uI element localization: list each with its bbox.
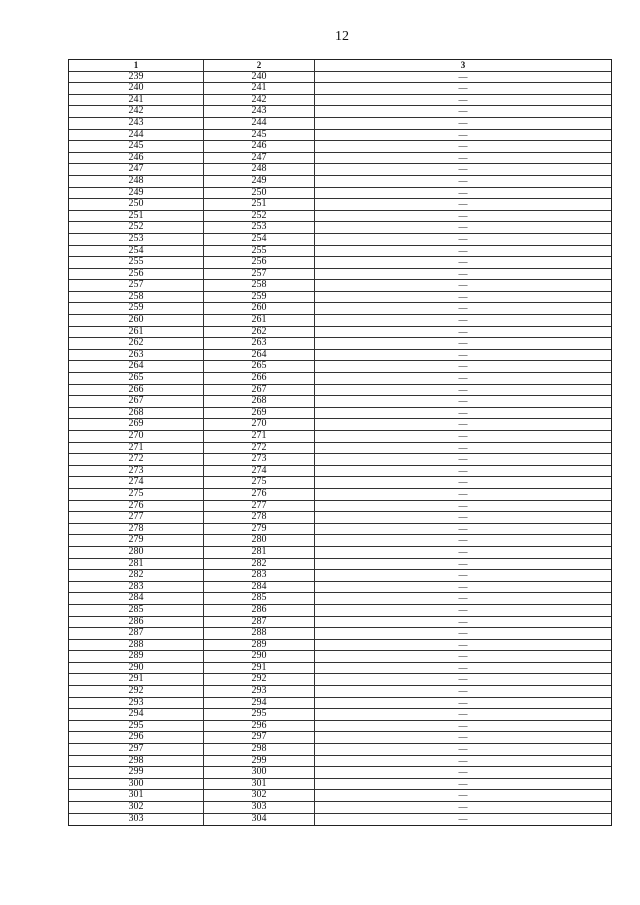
cell-col-2: 284 [204, 582, 315, 593]
cell-col-1: 247 [69, 164, 204, 175]
cell-col-2: 283 [204, 570, 315, 581]
cell-col-3: — [458, 651, 468, 662]
cell-col-2: 286 [204, 605, 315, 616]
cell-col-2: 250 [204, 188, 315, 199]
cell-col-3: — [458, 558, 468, 569]
cell-col-2: 268 [204, 396, 315, 407]
cell-col-3: — [458, 802, 468, 812]
cell-col-2: 297 [204, 732, 315, 743]
table-row [69, 373, 611, 385]
cell-col-1: 241 [69, 95, 204, 106]
cell-col-3: — [458, 488, 468, 499]
cell-col-1: 280 [69, 547, 204, 558]
cell-col-3: — [458, 396, 468, 407]
cell-col-3: — [458, 709, 468, 720]
table-row [69, 95, 611, 107]
cell-col-2: 280 [204, 535, 315, 546]
cell-col-2: 248 [204, 164, 315, 175]
table-row [69, 176, 611, 188]
cell-col-1: 254 [69, 246, 204, 257]
cell-col-3: — [458, 535, 468, 546]
cell-col-2: 270 [204, 419, 315, 430]
table-row [69, 443, 611, 455]
cell-col-3: — [458, 581, 468, 592]
table-row [69, 640, 611, 652]
cell-col-2: 287 [204, 617, 315, 628]
table-header-row [69, 60, 611, 72]
table-row [69, 489, 611, 501]
cell-col-3: — [458, 222, 468, 233]
table-row [69, 338, 611, 350]
cell-col-2: 249 [204, 176, 315, 187]
cell-col-2: 291 [204, 663, 315, 674]
cell-col-1: 282 [69, 570, 204, 581]
cell-col-3: — [458, 175, 468, 186]
table-row [69, 246, 611, 258]
table-row [69, 164, 611, 176]
table-row [69, 269, 611, 281]
cell-col-2: 276 [204, 489, 315, 500]
cell-col-1: 257 [69, 280, 204, 291]
cell-col-1: 262 [69, 338, 204, 349]
cell-col-2: 288 [204, 628, 315, 639]
cell-col-2: 298 [204, 744, 315, 755]
cell-col-3: — [458, 767, 468, 778]
cell-col-2: 262 [204, 327, 315, 338]
cell-col-2: 258 [204, 280, 315, 291]
cell-col-3: — [458, 117, 468, 128]
cell-col-2: 252 [204, 211, 315, 222]
cell-col-1: 295 [69, 721, 204, 732]
cell-col-1: 273 [69, 466, 204, 477]
cell-col-2: 240 [204, 72, 315, 83]
table-row [69, 350, 611, 362]
table-row [69, 651, 611, 663]
column-header-3: 3 [460, 60, 466, 70]
cell-col-3: — [458, 732, 468, 743]
table-row [69, 257, 611, 269]
cell-col-1: 283 [69, 582, 204, 593]
cell-col-3: — [458, 431, 468, 441]
cell-col-3: — [458, 546, 468, 557]
cell-col-2: 303 [204, 802, 315, 813]
cell-col-1: 294 [69, 709, 204, 720]
table-row [69, 628, 611, 640]
cell-col-3: — [458, 129, 468, 140]
cell-col-2: 273 [204, 454, 315, 465]
table-row [69, 83, 611, 95]
cell-col-2: 257 [204, 269, 315, 280]
cell-col-2: 278 [204, 512, 315, 523]
cell-col-3: — [458, 71, 468, 82]
table-row [69, 454, 611, 466]
cell-col-2: 301 [204, 779, 315, 790]
table-row [69, 431, 611, 443]
cell-col-1: 253 [69, 234, 204, 245]
table-row [69, 535, 611, 547]
table-row [69, 477, 611, 489]
table-row [69, 385, 611, 397]
table-row [69, 72, 611, 84]
cell-col-1: 256 [69, 269, 204, 280]
cell-col-2: 241 [204, 83, 315, 94]
cell-col-3: — [458, 628, 468, 639]
cell-col-3: — [458, 164, 468, 175]
cell-col-1: 265 [69, 373, 204, 384]
table-row [69, 315, 611, 327]
cell-col-3: — [458, 245, 468, 256]
cell-col-3: — [458, 419, 468, 430]
cell-col-2: 296 [204, 721, 315, 732]
cell-col-2: 266 [204, 373, 315, 384]
table-row [69, 361, 611, 373]
cell-col-1: 267 [69, 396, 204, 407]
cell-col-1: 244 [69, 130, 204, 141]
cell-col-2: 302 [204, 790, 315, 801]
cell-col-1: 298 [69, 756, 204, 767]
cell-col-3: — [458, 83, 468, 94]
cell-col-2: 267 [204, 385, 315, 396]
cell-col-1: 272 [69, 454, 204, 465]
cell-col-2: 269 [204, 408, 315, 419]
table-row [69, 593, 611, 605]
cell-col-2: 290 [204, 651, 315, 662]
cell-col-1: 264 [69, 361, 204, 372]
cell-col-1: 245 [69, 141, 204, 152]
table-row [69, 303, 611, 315]
cell-col-3: — [458, 512, 468, 523]
cell-col-1: 279 [69, 535, 204, 546]
cell-col-1: 303 [69, 814, 204, 826]
cell-col-1: 277 [69, 512, 204, 523]
cell-col-2: 289 [204, 640, 315, 651]
cell-col-2: 279 [204, 524, 315, 535]
cell-col-1: 288 [69, 640, 204, 651]
cell-col-3: — [458, 593, 468, 604]
cell-col-3: — [458, 720, 468, 731]
cell-col-1: 268 [69, 408, 204, 419]
cell-col-1: 258 [69, 292, 204, 303]
cell-col-2: 255 [204, 246, 315, 257]
table-row [69, 106, 611, 118]
page-number: 12 [335, 29, 349, 44]
cell-col-1: 255 [69, 257, 204, 268]
table-row [69, 234, 611, 246]
cell-col-2: 243 [204, 106, 315, 117]
table-row [69, 512, 611, 524]
cell-col-2: 251 [204, 199, 315, 210]
cell-col-1: 302 [69, 802, 204, 813]
table-row [69, 501, 611, 513]
cell-col-2: 281 [204, 547, 315, 558]
table-row [69, 732, 611, 744]
table-row [69, 767, 611, 779]
cell-col-2: 247 [204, 153, 315, 164]
table-row [69, 663, 611, 675]
cell-col-2: 292 [204, 674, 315, 685]
cell-col-1: 246 [69, 153, 204, 164]
cell-col-2: 300 [204, 767, 315, 778]
cell-col-2: 295 [204, 709, 315, 720]
cell-col-3: — [458, 616, 468, 627]
cell-col-3: — [458, 570, 468, 581]
cell-col-3: — [458, 790, 468, 801]
table-row [69, 524, 611, 536]
cell-col-3: — [458, 291, 468, 302]
table-row [69, 744, 611, 756]
cell-col-3: — [458, 639, 468, 650]
table-row [69, 408, 611, 420]
cell-col-1: 270 [69, 431, 204, 442]
cell-col-2: 253 [204, 222, 315, 233]
cell-col-2: 256 [204, 257, 315, 268]
column-header-1: 1 [69, 60, 204, 71]
table-row [69, 721, 611, 733]
cell-col-2: 275 [204, 477, 315, 488]
cell-col-2: 263 [204, 338, 315, 349]
cell-col-2: 244 [204, 118, 315, 129]
cell-col-3: — [458, 152, 468, 163]
cell-col-2: 293 [204, 686, 315, 697]
table-row [69, 211, 611, 223]
cell-col-1: 240 [69, 83, 204, 94]
cell-col-3: — [458, 523, 468, 534]
cell-col-1: 250 [69, 199, 204, 210]
cell-col-1: 275 [69, 489, 204, 500]
table-row [69, 141, 611, 153]
cell-col-1: 293 [69, 698, 204, 709]
cell-col-3: — [458, 662, 468, 673]
cell-col-3: — [458, 280, 468, 291]
cell-col-2: 259 [204, 292, 315, 303]
cell-col-1: 251 [69, 211, 204, 222]
cell-col-3: — [458, 755, 468, 766]
cell-col-3: — [458, 813, 468, 824]
cell-col-1: 300 [69, 779, 204, 790]
cell-col-1: 299 [69, 767, 204, 778]
cell-col-3: — [458, 106, 468, 117]
cell-col-3: — [458, 141, 468, 152]
cell-col-1: 287 [69, 628, 204, 639]
cell-col-2: 277 [204, 501, 315, 512]
cell-col-1: 289 [69, 651, 204, 662]
cell-col-3: — [458, 315, 468, 326]
cell-col-3: — [458, 674, 468, 685]
cell-col-1: 276 [69, 501, 204, 512]
cell-col-1: 263 [69, 350, 204, 361]
cell-col-3: — [458, 373, 468, 384]
cell-col-2: 261 [204, 315, 315, 326]
cell-col-2: 254 [204, 234, 315, 245]
cell-col-1: 301 [69, 790, 204, 801]
cell-col-1: 266 [69, 385, 204, 396]
table-row [69, 188, 611, 200]
cell-col-3: — [458, 465, 468, 476]
cell-col-2: 260 [204, 303, 315, 314]
table-row [69, 674, 611, 686]
cell-col-2: 299 [204, 756, 315, 767]
cell-col-1: 252 [69, 222, 204, 233]
table-row [69, 570, 611, 582]
cell-col-3: — [458, 477, 468, 488]
cell-col-2: 272 [204, 443, 315, 454]
cell-col-2: 274 [204, 466, 315, 477]
cell-col-2: 294 [204, 698, 315, 709]
cell-col-1: 260 [69, 315, 204, 326]
table-row [69, 130, 611, 142]
cell-col-1: 269 [69, 419, 204, 430]
cell-col-3: — [458, 407, 468, 418]
table-row [69, 779, 611, 791]
cell-col-3: — [458, 361, 468, 372]
cell-col-1: 285 [69, 605, 204, 616]
cell-col-1: 248 [69, 176, 204, 187]
cell-col-2: 304 [204, 814, 315, 826]
cell-col-3: — [458, 744, 468, 755]
cell-col-3: — [458, 326, 468, 337]
table-row [69, 199, 611, 211]
cell-col-2: 264 [204, 350, 315, 361]
cell-col-1: 284 [69, 593, 204, 604]
table-row [69, 686, 611, 698]
cell-col-1: 278 [69, 524, 204, 535]
cell-col-3: — [458, 268, 468, 279]
cell-col-3: — [458, 303, 468, 314]
table-row [69, 153, 611, 165]
cell-col-3: — [458, 697, 468, 708]
cell-col-3: — [458, 442, 468, 453]
table-row [69, 802, 611, 814]
cell-col-1: 292 [69, 686, 204, 697]
cell-col-3: — [458, 257, 468, 268]
table-row [69, 790, 611, 802]
cell-col-2: 282 [204, 559, 315, 570]
table-row [69, 559, 611, 571]
table-row [69, 582, 611, 594]
cell-col-3: — [458, 686, 468, 697]
cell-col-3: — [458, 233, 468, 244]
table-row [69, 118, 611, 130]
cell-col-3: — [458, 94, 468, 105]
table-row [69, 709, 611, 721]
cell-col-3: — [458, 338, 468, 349]
table-row [69, 327, 611, 339]
cell-col-1: 291 [69, 674, 204, 685]
cell-col-1: 281 [69, 559, 204, 570]
cell-col-1: 249 [69, 188, 204, 199]
cell-col-1: 243 [69, 118, 204, 129]
cell-col-1: 297 [69, 744, 204, 755]
cell-col-2: 242 [204, 95, 315, 106]
table-row [69, 280, 611, 292]
cell-col-3: — [458, 778, 468, 789]
table-row [69, 396, 611, 408]
table-row [69, 292, 611, 304]
cell-col-3: — [458, 384, 468, 395]
cell-col-3: — [458, 454, 468, 465]
table-row [69, 698, 611, 710]
table-row [69, 814, 611, 826]
cell-col-2: 285 [204, 593, 315, 604]
cell-col-2: 246 [204, 141, 315, 152]
cell-col-2: 245 [204, 130, 315, 141]
table-row [69, 756, 611, 768]
cell-col-1: 259 [69, 303, 204, 314]
cell-col-3: — [458, 604, 468, 615]
cell-col-1: 290 [69, 663, 204, 674]
cell-col-1: 242 [69, 106, 204, 117]
table-row [69, 617, 611, 629]
cell-col-3: — [458, 187, 468, 198]
table-row [69, 547, 611, 559]
table-row [69, 419, 611, 431]
cell-col-2: 271 [204, 431, 315, 442]
table-row [69, 605, 611, 617]
cell-col-3: — [458, 349, 468, 360]
table-row [69, 466, 611, 478]
cell-col-3: — [458, 500, 468, 511]
cell-col-1: 274 [69, 477, 204, 488]
cell-col-1: 271 [69, 443, 204, 454]
data-table [68, 59, 612, 826]
cell-col-1: 286 [69, 617, 204, 628]
cell-col-1: 261 [69, 327, 204, 338]
table-row [69, 222, 611, 234]
cell-col-1: 239 [69, 72, 204, 83]
cell-col-3: — [458, 210, 468, 221]
cell-col-1: 296 [69, 732, 204, 743]
cell-col-3: — [458, 199, 468, 210]
cell-col-2: 265 [204, 361, 315, 372]
column-header-2: 2 [204, 60, 315, 71]
